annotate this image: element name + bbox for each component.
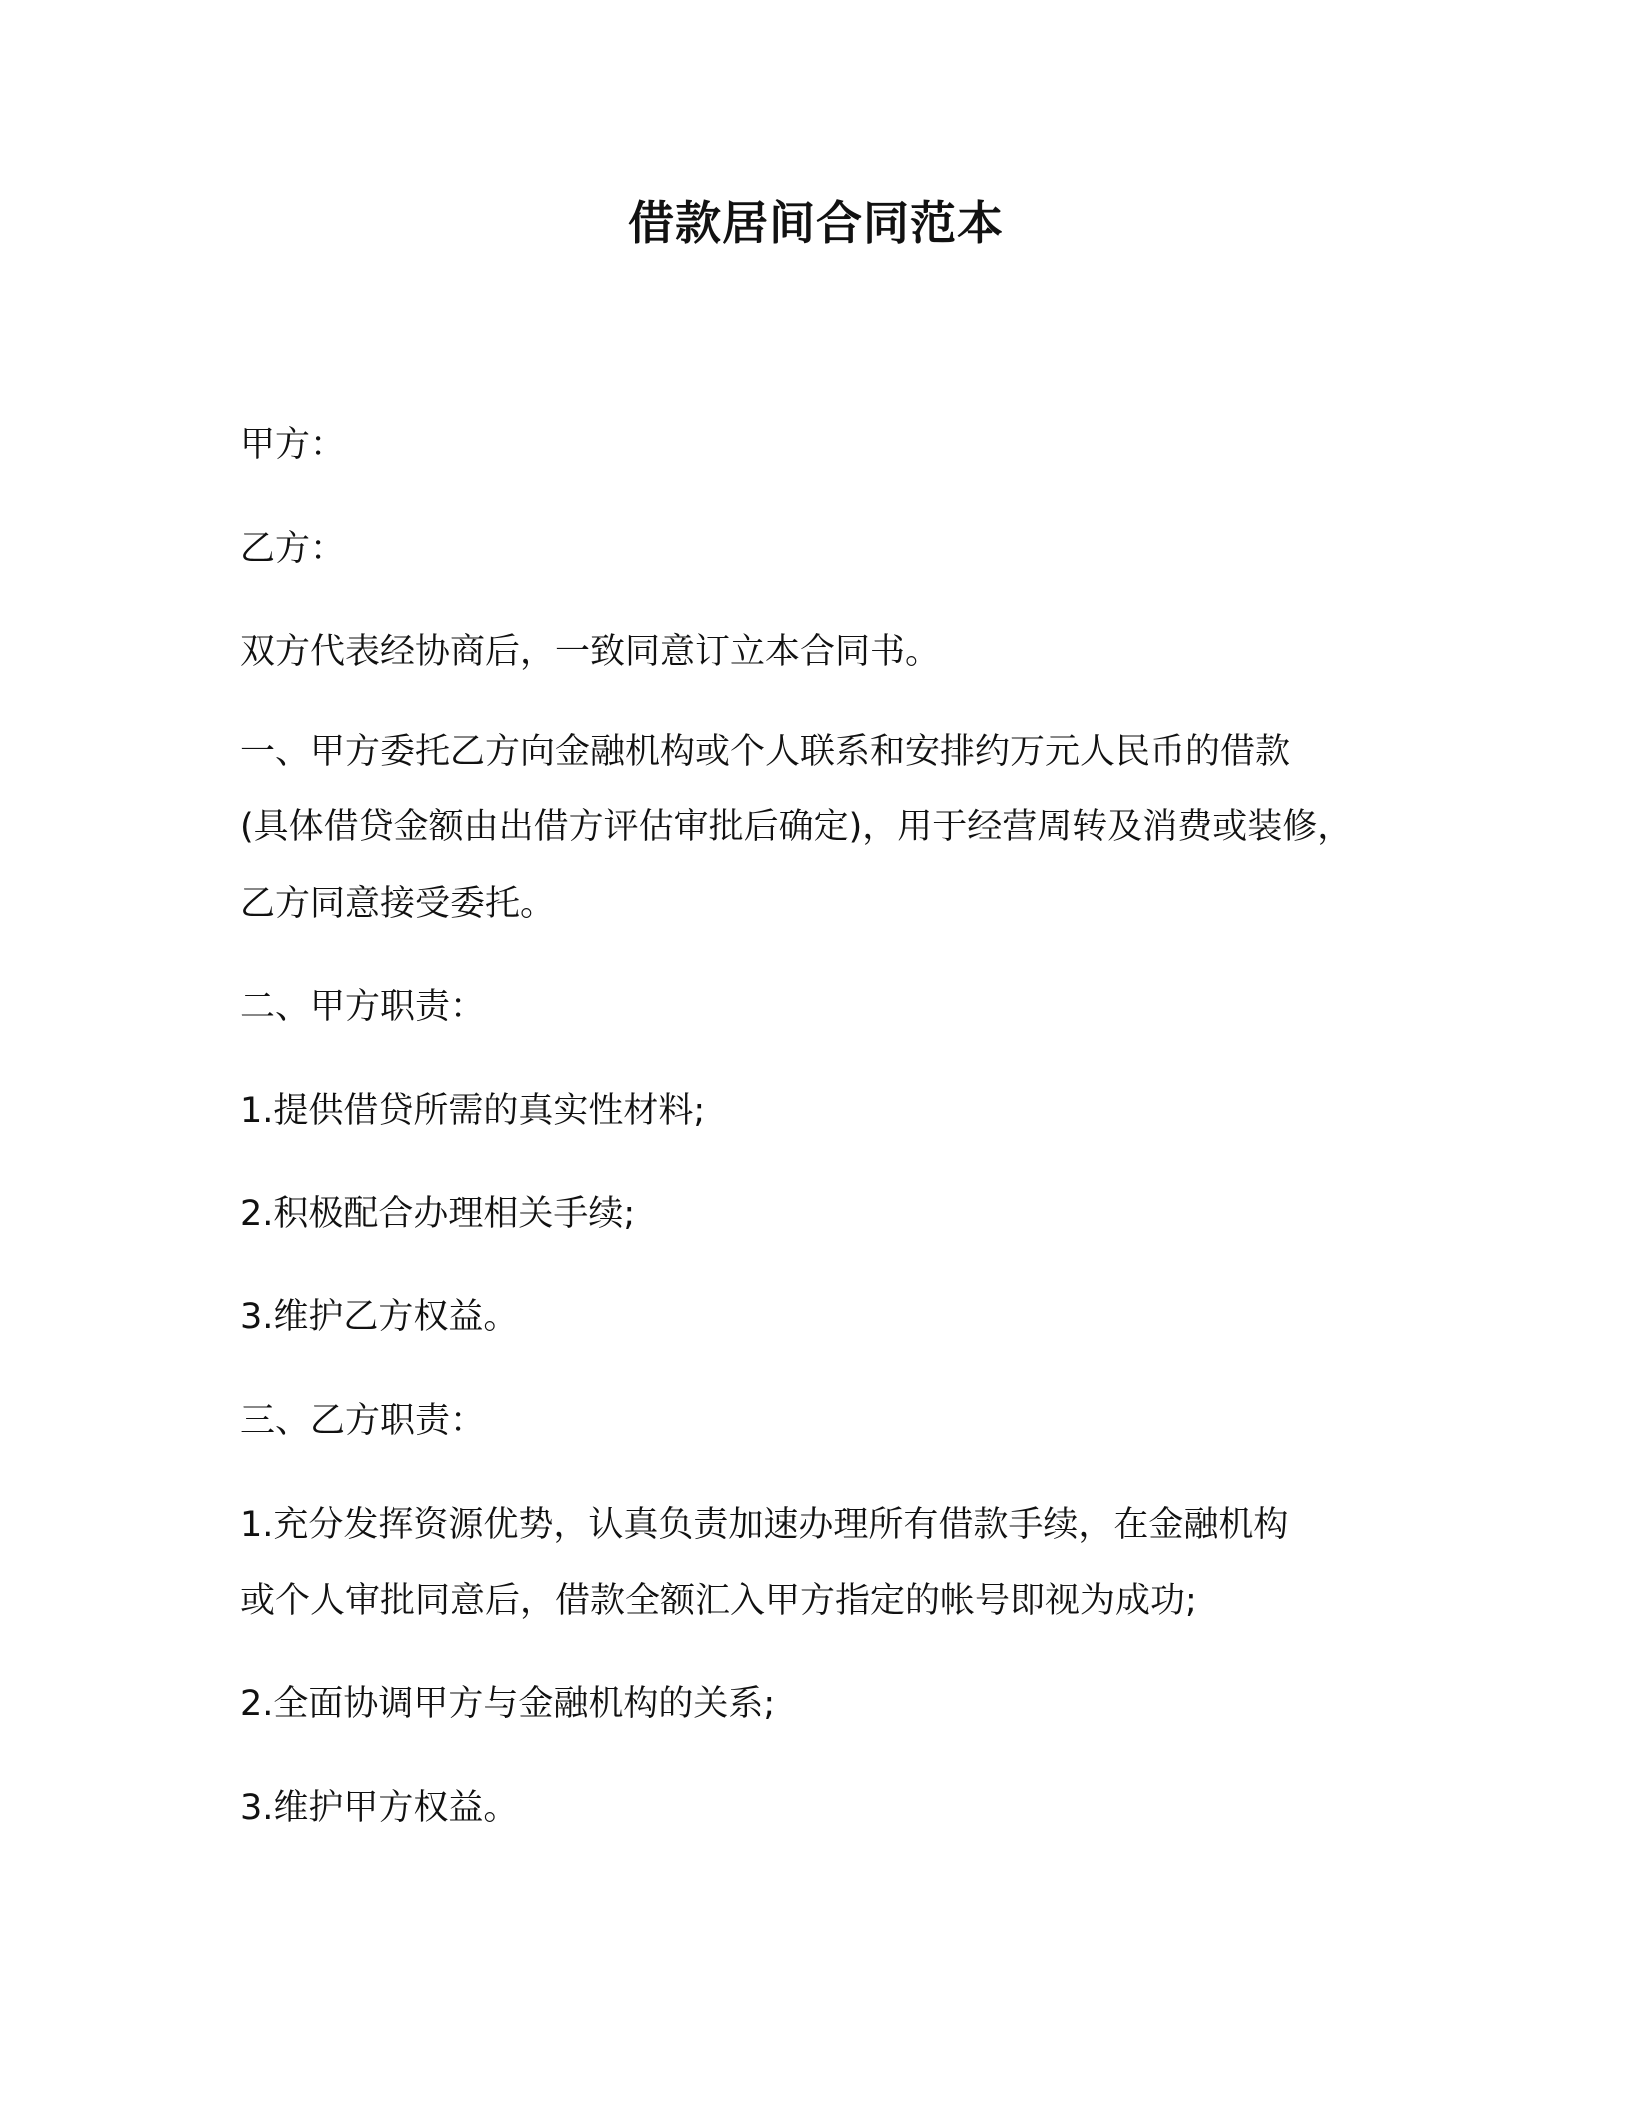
section-3-item-1-line-1: 1.充分发挥资源优势，认真负责加速办理所有借款手续，在金融机构 — [240, 1505, 1289, 1545]
section-2-item-2: 2.积极配合办理相关手续; — [240, 1194, 636, 1234]
document-title: 借款居间合同范本 — [628, 196, 1004, 250]
section-3-item-1-line-2: 或个人审批同意后，借款全额汇入甲方指定的帐号即视为成功; — [240, 1581, 1197, 1621]
section-3-heading: 三、乙方职责： — [240, 1401, 486, 1441]
section-2-item-3: 3.维护乙方权益。 — [240, 1297, 519, 1337]
party-a-label: 甲方： — [240, 425, 346, 465]
section-1-line-3: 乙方同意接受委托。 — [240, 884, 556, 924]
intro-paragraph: 双方代表经协商后，一致同意订立本合同书。 — [240, 632, 941, 672]
section-1-line-1: 一、甲方委托乙方向金融机构或个人联系和安排约万元人民币的借款 — [240, 732, 1291, 772]
section-3-item-2: 2.全面协调甲方与金融机构的关系; — [240, 1684, 776, 1724]
party-b-label: 乙方： — [240, 529, 346, 569]
section-3-item-3: 3.维护甲方权益。 — [240, 1788, 519, 1828]
section-1-line-2: (具体借贷金额由出借方评估审批后确定)，用于经营周转及消费或装修， — [240, 807, 1353, 847]
section-2-item-1: 1.提供借贷所需的真实性材料; — [240, 1091, 706, 1131]
section-2-heading: 二、甲方职责： — [240, 987, 486, 1027]
